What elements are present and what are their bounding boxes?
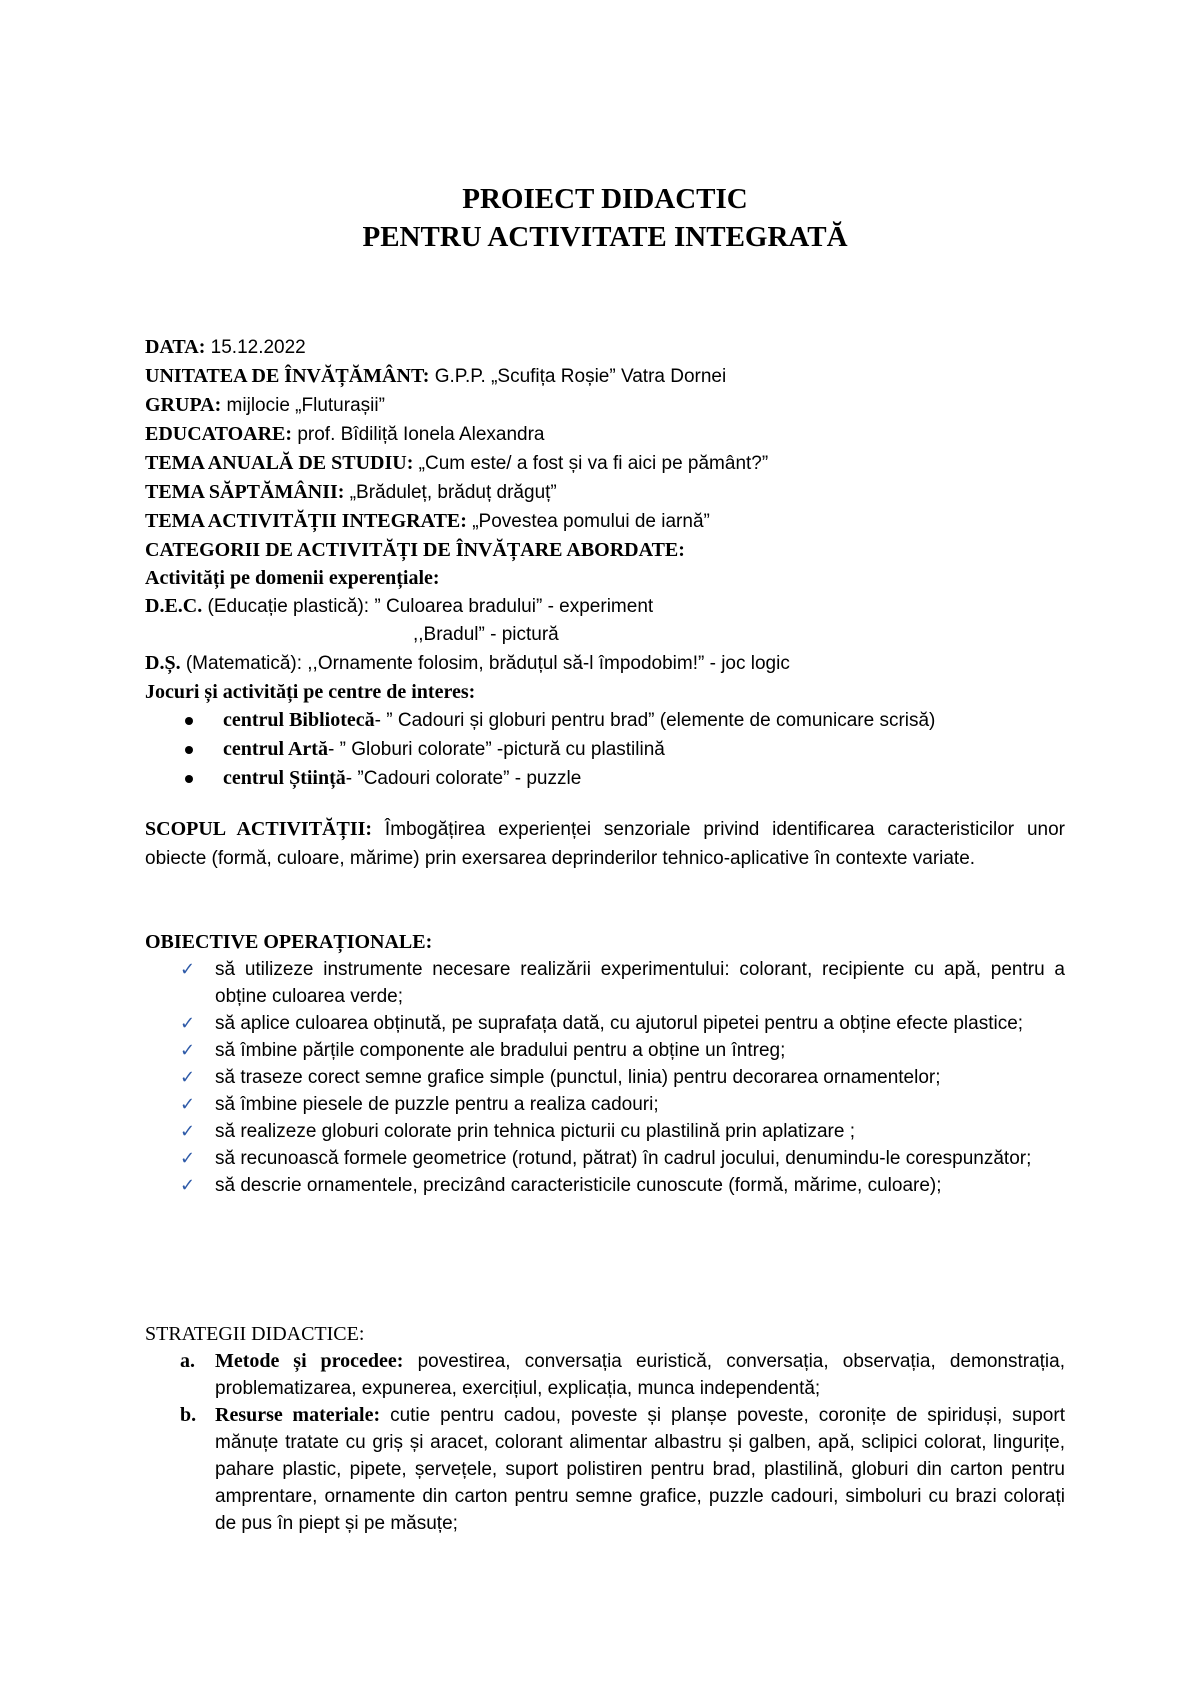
dec-row [145,592,1065,621]
jocuri-heading: Jocuri și activități pe centre de interes: [145,681,476,703]
objective-text: să recunoască formele geometrice (rotund, pătrat) în cadrul jocului, denumindu-le corespunzător; [215,1148,1032,1169]
check-icon: ✓ [180,1094,196,1115]
dec-value: (Educație plastică): ” Culoarea bradului” - experiment [202,596,654,617]
objective-text: să utilizeze instrumente necesare realizării experimentului: colorant, recipiente cu apă, pentru a obține culoarea verde; [215,959,1065,1007]
list-item [180,1010,1065,1037]
ds-value: (Matematică): ,,Ornamente folosim, brăduțul să-l împodobim!” - joc logic [180,653,790,674]
list-item [180,1091,1065,1118]
list-item [180,956,1065,1010]
ds-row [145,649,1065,678]
centre-name: centrul Artă [223,738,328,760]
list-item [180,1064,1065,1091]
tema-saptamanii-row [145,478,1065,507]
check-icon: ✓ [180,1121,196,1142]
title-line-1: PROIECT DIDACTIC [462,183,748,215]
objective-text: să îmbine piesele de puzzle pentru a realiza cadouri; [215,1094,659,1115]
check-icon: ✓ [180,1067,196,1088]
list-item [185,735,1065,764]
centre-text: - ” Cadouri și globuri pentru brad” (elemente de comunicare scrisă) [374,710,936,731]
data-label: DATA: [145,336,206,358]
tema-saptamanii-value: „Brăduleț, brăduț drăguț” [344,482,557,503]
list-item [180,1348,1065,1402]
scopul-section [145,815,1065,873]
resurse-label: Resurse materiale: [215,1404,381,1426]
tema-anuala-value: „Cum este/ a fost și va fi aici pe pământ?” [413,453,769,474]
obiective-section [145,928,1065,1199]
list-item [185,706,1065,735]
objective-text: să aplice culoarea obținută, pe suprafața dată, cu ajutorul pipetei pentru a obține efecte plastice; [215,1013,1024,1034]
check-icon: ✓ [180,959,196,980]
list-item [185,764,1065,793]
scopul-label: SCOPUL ACTIVITĂȚII: [145,818,373,840]
obiective-list [145,956,1065,1199]
grupa-row [145,391,1065,420]
list-item [180,1402,1065,1537]
obiective-heading: OBIECTIVE OPERAȚIONALE: [145,931,433,953]
data-value: 15.12.2022 [205,337,306,358]
metode-text: povestirea, conversația euristică, conversația, observația, demonstrația, problematizarea, expunerea, exercițiul, explicația, munca independentă; [215,1351,1065,1399]
unitatea-label: UNITATEA DE ÎNVĂȚĂMÂNT: [145,365,430,387]
unitatea-row [145,362,1065,391]
data-row [145,333,1065,362]
activitati-domenii-heading: Activități pe domenii experențiale: [145,567,440,589]
list-marker: a. [180,1350,195,1372]
centres-list [145,706,1065,793]
scopul-text: Îmbogățirea experienței senzoriale privind identificarea caracteristicilor unor obiecte (formă, culoare, mărime) prin exersarea deprinderilor tehnico-aplicative în contexte variate. [145,819,1065,869]
objective-text: să traseze corect semne grafice simple (punctul, linia) pentru decorarea ornamentelor; [215,1067,941,1088]
ds-label: D.Ș. [145,652,181,674]
check-icon: ✓ [180,1148,196,1169]
meta-block [145,333,1065,793]
list-marker: b. [180,1404,197,1426]
centre-name: centrul Știință [223,767,346,789]
dec-label: D.E.C. [145,595,203,617]
tema-activitatii-label: TEMA ACTIVITĂȚII INTEGRATE: [145,510,467,532]
unitatea-value: G.P.P. „Scufița Roșie” Vatra Dornei [429,366,727,387]
strategii-list [145,1348,1065,1537]
grupa-label: GRUPA: [145,394,222,416]
scopul-paragraph [145,815,1065,873]
tema-anuala-row [145,449,1065,478]
educatoare-label: EDUCATOARE: [145,423,293,445]
check-icon: ✓ [180,1040,196,1061]
tema-anuala-label: TEMA ANUALĂ DE STUDIU: [145,452,414,474]
tema-activitatii-value: „Povestea pomului de iarnă” [466,511,710,532]
grupa-value: mijlocie „Fluturașii” [221,395,385,416]
check-icon: ✓ [180,1013,196,1034]
tema-saptamanii-label: TEMA SĂPTĂMÂNII: [145,481,345,503]
bullet-dot-icon [185,717,193,725]
title-block [145,180,1065,256]
centre-text: - ” Globuri colorate” -pictură cu plastilină [327,739,665,760]
tema-activitatii-row [145,507,1065,536]
objective-text: să descrie ornamentele, precizând caracteristicile cunoscute (formă, mărime, culoare); [215,1175,942,1196]
categorii-heading: CATEGORII DE ACTIVITĂȚI DE ÎNVĂȚARE ABORDATE: [145,539,685,561]
objective-text: să îmbine părțile componente ale bradului pentru a obține un întreg; [215,1040,786,1061]
list-item [180,1118,1065,1145]
bullet-dot-icon [185,775,193,783]
metode-label: Metode și procedee: [215,1350,404,1372]
educatoare-value: prof. Bîdiliță Ionela Alexandra [292,424,545,445]
dec-row-2: ,,Bradul” - pictură [413,624,559,645]
objective-text: să realizeze globuri colorate prin tehnica picturii cu plastilină prin aplatizare ; [215,1121,855,1142]
list-item [180,1145,1065,1172]
title-line-2: PENTRU ACTIVITATE INTEGRATĂ [362,221,848,253]
strategii-section [145,1320,1065,1537]
centre-text: - ”Cadouri colorate” - puzzle [345,768,582,789]
resurse-text: cutie pentru cadou, poveste și planșe poveste, coronițe de spiriduși, suport mănuțe tratate cu griș și aracet, colorant alimentar albastru și galben, apă, sclipici colorat, lingurițe, pahare plastic, pipete, șervețele, suport polistiren pentru brad, plastilină, globuri din carton pentru amprentare, ornamente din carton pentru semne grafice, puzzle cadouri, simboluri cu brazi colorați de pus în piept și pe măsuțe; [215,1405,1065,1534]
bullet-dot-icon [185,746,193,754]
list-item [180,1172,1065,1199]
list-item [180,1037,1065,1064]
educatoare-row [145,420,1065,449]
centre-name: centrul Bibliotecă [223,709,375,731]
check-icon: ✓ [180,1175,196,1196]
strategii-heading: STRATEGII DIDACTICE: [145,1323,365,1345]
